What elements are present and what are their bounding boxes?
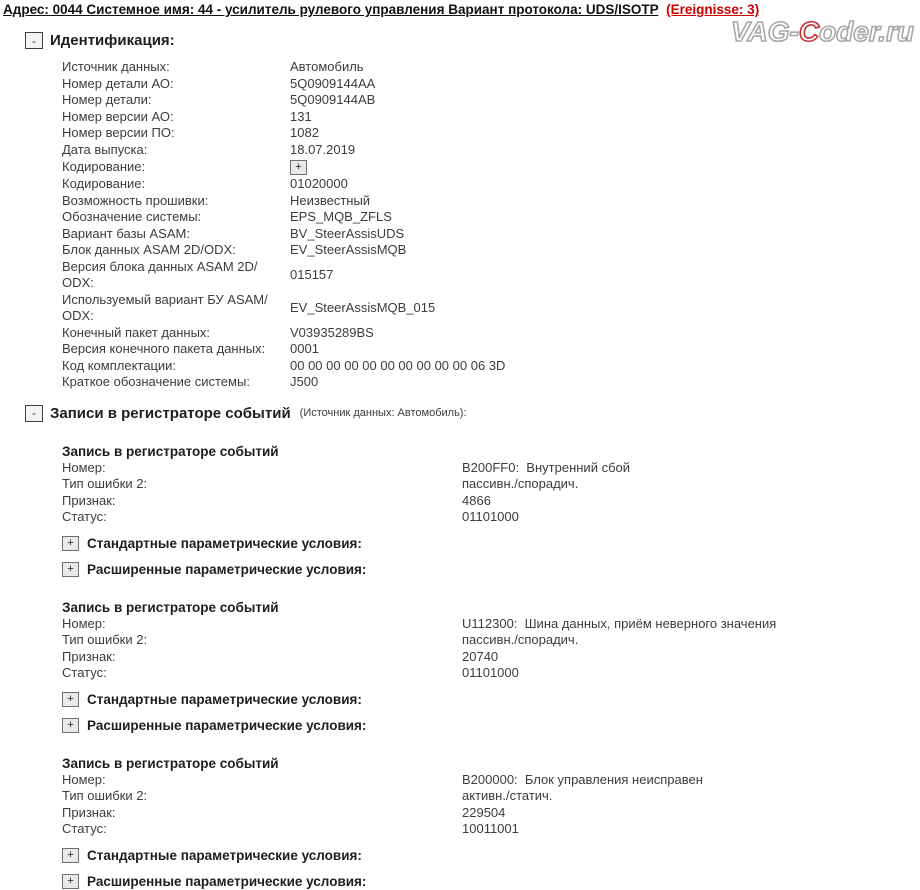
field-label: Тип ошибки 2: [62, 632, 148, 647]
event-record-title: Запись в регистраторе событий [62, 755, 279, 771]
field-value: Автомобиль [290, 59, 364, 74]
collapse-identification-button[interactable]: - [25, 32, 43, 49]
field-label: Номер версии ПО: [62, 125, 175, 140]
field-value: 18.07.2019 [290, 141, 356, 157]
field-value: пассивн./спорадич. [462, 476, 579, 491]
field-value: U112300: Шина данных, приём неверного значения [462, 615, 777, 631]
expander-label: Стандартные параметрические условия: [87, 535, 362, 551]
event-record [0, 755, 920, 890]
field-value: 015157 [290, 266, 334, 282]
vag-coder-logo [731, 16, 914, 48]
field-label: Номер детали АО: [62, 75, 174, 91]
field-label: Обозначение системы: [62, 209, 202, 224]
field-label: Номер: [62, 459, 106, 475]
field-label: Код комплектации: [62, 357, 177, 373]
field-value: 131 [290, 108, 312, 124]
field-label: Номер: [62, 771, 106, 787]
identification-section-title: Идентификация: [50, 32, 175, 49]
event-row-status [62, 821, 920, 838]
field-value: пассивн./спорадич. [462, 632, 579, 647]
field-value: B200000: Блок управления неисправен [462, 771, 703, 787]
id-row-part-number [62, 92, 920, 109]
field-value: 5Q0909144AB [290, 92, 376, 107]
event-row-number [62, 460, 920, 477]
field-label: Номер: [62, 615, 106, 631]
event-record-title: Запись в регистраторе событий [62, 443, 279, 459]
expander-label: Расширенные параметрические условия: [87, 717, 367, 733]
field-value: 01101000 [462, 509, 519, 524]
field-label: Краткое обозначение системы: [62, 374, 250, 389]
field-label: Статус: [62, 509, 107, 524]
field-value: 10011001 [462, 821, 519, 836]
field-label: Статус: [62, 821, 107, 836]
standard-conditions-expander [62, 535, 920, 552]
expander-label: Расширенные параметрические условия: [87, 561, 367, 577]
event-row-status [62, 509, 920, 526]
event-row-number [62, 616, 920, 633]
events-section-subtitle: (Источник данных: Автомобиль): [299, 407, 467, 419]
standard-conditions-expander [62, 847, 920, 864]
id-row-asam-ecu-variant [62, 292, 920, 325]
field-value: 20740 [462, 648, 499, 664]
id-row-release-date [62, 142, 920, 159]
field-value: 1082 [290, 125, 319, 140]
field-value: 0001 [290, 341, 319, 356]
field-label: Используемый вариант БУ ASAM/ ODX: [62, 291, 268, 323]
field-label: Номер детали: [62, 92, 152, 107]
extended-conditions-expander [62, 873, 920, 890]
field-value: 01101000 [462, 665, 519, 680]
identification-rows [62, 59, 920, 391]
field-label: Источник данных: [62, 59, 170, 74]
field-label: Тип ошибки 2: [62, 788, 148, 803]
coding-expand-button[interactable]: + [290, 160, 307, 175]
events-section-header [25, 405, 920, 422]
expand-standard-conditions-button[interactable]: + [62, 536, 79, 551]
id-row-data-source [62, 59, 920, 76]
field-value: J500 [290, 374, 319, 389]
id-row-hw-version [62, 109, 920, 126]
field-label: Тип ошибки 2: [62, 476, 148, 491]
expand-standard-conditions-button[interactable]: + [62, 692, 79, 707]
event-row-symptom [62, 649, 920, 666]
standard-conditions-expander [62, 691, 920, 708]
id-row-asam-dataset [62, 242, 920, 259]
id-row-sw-version [62, 125, 920, 142]
event-record [0, 443, 920, 578]
field-label: Признак: [62, 648, 116, 664]
event-row-error-type [62, 476, 920, 493]
field-value: Неизвестный [290, 192, 371, 208]
field-value: B200FF0: Внутренний сбой [462, 459, 631, 475]
expander-label: Стандартные параметрические условия: [87, 691, 362, 707]
event-row-error-type [62, 788, 920, 805]
field-label: Версия конечного пакета данных: [62, 341, 266, 356]
field-value: 4866 [462, 492, 491, 508]
field-value: V03935289BS [290, 324, 374, 340]
field-label: Признак: [62, 804, 116, 820]
field-label: Кодирование: [62, 176, 146, 191]
document-header [3, 2, 759, 17]
field-value: активн./статич. [462, 788, 553, 803]
id-row-coding-value [62, 176, 920, 193]
expand-standard-conditions-button[interactable]: + [62, 848, 79, 863]
event-record [0, 599, 920, 734]
extended-conditions-expander [62, 561, 920, 578]
field-value: 00 00 00 00 00 00 00 00 00 00 06 3D [290, 357, 506, 373]
id-row-system-designation [62, 209, 920, 226]
field-value: EV_SteerAssisMQB [290, 242, 407, 257]
expander-label: Расширенные параметрические условия: [87, 873, 367, 889]
id-row-asam-base-variant [62, 226, 920, 243]
expand-extended-conditions-button[interactable]: + [62, 562, 79, 577]
field-value: 01020000 [290, 176, 348, 191]
field-value: BV_SteerAssisUDS [290, 225, 405, 241]
event-row-status [62, 665, 920, 682]
field-label: Блок данных ASAM 2D/ODX: [62, 242, 236, 257]
logo-text-pre: VAG- [730, 16, 799, 47]
field-label: Кодирование: [62, 158, 146, 174]
events-section-title: Записи в регистраторе событий [50, 404, 291, 422]
id-row-equipment-code [62, 358, 920, 375]
field-label: Статус: [62, 665, 107, 680]
field-value: 229504 [462, 804, 506, 820]
field-label: Признак: [62, 492, 116, 508]
logo-text-accent: C [798, 16, 820, 47]
extended-conditions-expander [62, 717, 920, 734]
field-label: Версия блока данных ASAM 2D/ ODX: [62, 258, 258, 290]
collapse-events-button[interactable]: - [25, 405, 43, 422]
event-row-number [62, 772, 920, 789]
expand-extended-conditions-button[interactable]: + [62, 874, 79, 889]
field-value: 5Q0909144AA [290, 75, 376, 91]
event-row-error-type [62, 632, 920, 649]
id-row-coding-expand [62, 158, 920, 176]
module-title: Адрес: 0044 Системное имя: 44 - усилитель рулевого управления Вариант протокола: UDS/ISOTP [3, 2, 659, 17]
id-row-asam-dataset-version [62, 259, 920, 292]
field-label: Вариант базы ASAM: [62, 225, 190, 241]
event-row-symptom [62, 493, 920, 510]
event-row-symptom [62, 805, 920, 822]
logo-text-post: oder.ru [819, 16, 914, 47]
id-row-system-short-name [62, 374, 920, 391]
expand-extended-conditions-button[interactable]: + [62, 718, 79, 733]
field-label: Конечный пакет данных: [62, 324, 211, 340]
field-label: Номер версии АО: [62, 108, 174, 124]
id-row-hw-part-number [62, 76, 920, 93]
id-row-flash-capability [62, 193, 920, 210]
id-row-final-data-package [62, 325, 920, 342]
events-count-link[interactable]: (Ereignisse: 3) [666, 2, 760, 17]
field-value: EV_SteerAssisMQB_015 [290, 299, 436, 315]
field-value: EPS_MQB_ZFLS [290, 209, 392, 224]
field-label: Дата выпуска: [62, 141, 148, 157]
field-label: Возможность прошивки: [62, 192, 209, 208]
expander-label: Стандартные параметрические условия: [87, 847, 362, 863]
id-row-final-data-package-version [62, 341, 920, 358]
event-record-title: Запись в регистраторе событий [62, 599, 279, 615]
